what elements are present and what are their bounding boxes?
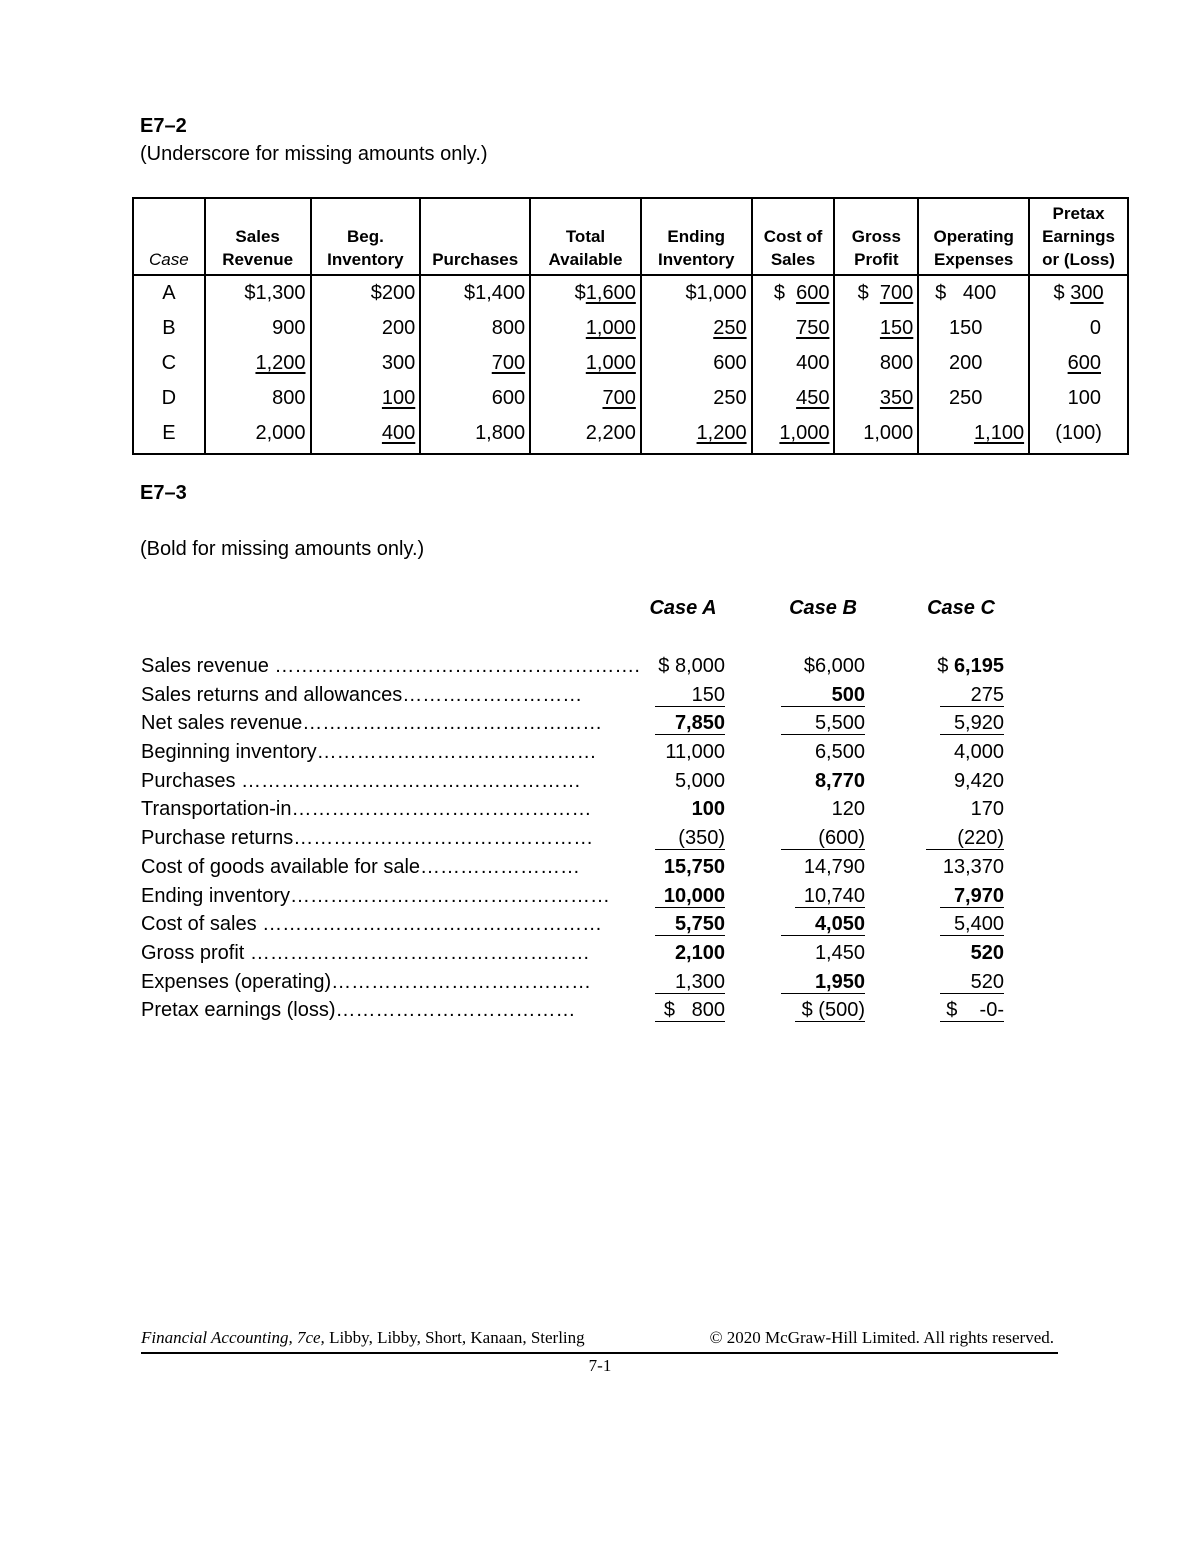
row-label: Ending inventory………………………………………… (141, 884, 610, 907)
page-number: 7-1 (588, 1356, 612, 1375)
cell-beg: 100 (311, 381, 421, 416)
value-case-a: $ 800 (605, 996, 725, 1024)
value-case-b: 8,770 (814, 769, 865, 792)
column-header-case-c: Case C (927, 597, 995, 619)
header-beg-inventory: Beg. Inventory (311, 198, 421, 275)
row-label: Sales revenue ………………………………………………. (141, 655, 640, 677)
value-case-c: 13,370 (942, 855, 1004, 878)
cell-purch: 1,800 (420, 416, 530, 454)
header-cost-of-sales: Cost of Sales (752, 198, 835, 275)
cell-total: 700 (530, 381, 641, 416)
cell-gp: 800 (834, 346, 918, 381)
e72-table (132, 197, 1129, 455)
cell-beg: $200 (311, 275, 421, 311)
cell-cos: 450 (752, 381, 835, 416)
value-case-b: $ (500) (745, 996, 865, 1024)
cell-purch: 800 (420, 311, 530, 346)
cell-case: E (133, 416, 205, 454)
row-label: Expenses (operating)………………………………… (141, 970, 592, 993)
table-row (133, 346, 1128, 381)
value-case-b: 14,790 (803, 855, 865, 878)
cell-sales: 900 (205, 311, 311, 346)
value-case-a: $ 8,000 (658, 655, 725, 677)
cell-beg: 400 (311, 416, 421, 454)
value-case-c: 520 (970, 941, 1004, 964)
cell-purch: $1,400 (420, 275, 530, 311)
cell-gp: 350 (834, 381, 918, 416)
value-case-a: 100 (691, 798, 725, 821)
cell-gp: $ 700 (834, 275, 918, 311)
cell-case: A (133, 275, 205, 311)
e73-note: (Bold for missing amounts only.) (140, 538, 425, 560)
cell-pre: 0 (1029, 311, 1128, 346)
cell-pre: (100) (1029, 416, 1128, 454)
table-row (133, 311, 1128, 346)
cell-case: C (133, 346, 205, 381)
cell-purch: 700 (420, 346, 530, 381)
cell-exp: 200 (918, 346, 1029, 381)
cell-cos: 750 (752, 311, 835, 346)
cell-exp: $ 400 (918, 275, 1029, 311)
table-row (133, 381, 1128, 416)
table-row (133, 275, 1128, 311)
value-case-a: 150 (605, 681, 725, 709)
footer-copyright: © 2020 McGraw-Hill Limited. All rights reserved. (709, 1328, 1054, 1347)
column-header-case-a: Case A (649, 597, 717, 619)
cell-gp: 1,000 (834, 416, 918, 454)
cell-sales: 1,200 (205, 346, 311, 381)
header-operating-expenses: Operating Expenses (918, 198, 1029, 275)
value-case-a: 1,300 (605, 968, 725, 996)
header-case: Case (133, 198, 205, 275)
row-label: Net sales revenue……………………………………… (141, 712, 603, 735)
value-case-a: 2,100 (674, 941, 725, 964)
header-total-available: Total Available (530, 198, 641, 275)
header-pretax: Pretax Earnings or (Loss) (1029, 198, 1128, 275)
row-label: Cost of sales …………………………………………… (141, 913, 603, 936)
cell-ending: 250 (641, 381, 752, 416)
footer-citation: Financial Accounting, 7ce, Libby, Libby, Short, Kanaan, Sterling (141, 1328, 585, 1347)
value-case-a: (350) (605, 824, 725, 852)
value-case-a: 15,750 (663, 855, 725, 878)
value-case-b: 120 (831, 798, 865, 821)
header-ending-inventory: Ending Inventory (641, 198, 752, 275)
value-case-a: 5,750 (605, 910, 725, 938)
cell-cos: $ 600 (752, 275, 835, 311)
value-case-c: 5,920 (884, 709, 1004, 737)
value-case-c: 170 (970, 798, 1004, 821)
row-label: Purchases …………………………………………… (141, 769, 582, 792)
value-case-c: (220) (884, 824, 1004, 852)
row-label: Transportation-in……………………………………… (141, 798, 592, 821)
column-header-case-b: Case B (789, 597, 857, 619)
value-case-b: 6,500 (814, 741, 865, 764)
cell-ending: $1,000 (641, 275, 752, 311)
cell-ending: 600 (641, 346, 752, 381)
value-case-c: $ 6,195 (937, 655, 1004, 677)
value-case-b: 1,450 (814, 941, 865, 964)
table-row (133, 416, 1128, 454)
value-case-a: 7,850 (605, 709, 725, 737)
cell-exp: 1,100 (918, 416, 1029, 454)
row-label: Gross profit …………………………………………… (141, 941, 590, 964)
cell-total: $1,600 (530, 275, 641, 311)
value-case-b: (600) (745, 824, 865, 852)
value-case-b: 10,740 (745, 882, 865, 910)
cell-sales: 2,000 (205, 416, 311, 454)
cell-sales: 800 (205, 381, 311, 416)
value-case-c: 4,000 (953, 741, 1004, 764)
cell-case: D (133, 381, 205, 416)
page-footer (141, 1328, 1058, 1354)
value-case-b: 500 (745, 681, 865, 709)
value-case-a: 10,000 (605, 882, 725, 910)
header-purchases: Purchases (420, 198, 530, 275)
value-case-c: 9,420 (953, 769, 1004, 792)
value-case-c: 7,970 (884, 882, 1004, 910)
e72-title: E7–2 (140, 115, 187, 137)
cell-case: B (133, 311, 205, 346)
cell-beg: 300 (311, 346, 421, 381)
cell-ending: 1,200 (641, 416, 752, 454)
cell-total: 1,000 (530, 346, 641, 381)
e72-header-row (133, 198, 1128, 275)
cell-total: 2,200 (530, 416, 641, 454)
cell-pre: 600 (1029, 346, 1128, 381)
cell-exp: 150 (918, 311, 1029, 346)
value-case-c: $ -0- (884, 996, 1004, 1024)
cell-pre: 100 (1029, 381, 1128, 416)
value-case-c: 275 (884, 681, 1004, 709)
value-case-a: 11,000 (665, 741, 725, 764)
value-case-b: $6,000 (803, 655, 865, 677)
cell-cos: 400 (752, 346, 835, 381)
cell-sales: $1,300 (205, 275, 311, 311)
header-sales-revenue: Sales Revenue (205, 198, 311, 275)
cell-ending: 250 (641, 311, 752, 346)
value-case-b: 1,950 (745, 968, 865, 996)
cell-gp: 150 (834, 311, 918, 346)
value-case-c: 520 (884, 968, 1004, 996)
row-label: Beginning inventory…………………………………… (141, 741, 597, 764)
e73-title: E7–3 (140, 482, 187, 504)
cell-total: 1,000 (530, 311, 641, 346)
cell-cos: 1,000 (752, 416, 835, 454)
row-label: Cost of goods available for sale…………………… (141, 855, 581, 878)
value-case-b: 5,500 (745, 709, 865, 737)
row-label: Purchase returns……………………………………… (141, 827, 594, 850)
value-case-c: 5,400 (884, 910, 1004, 938)
cell-beg: 200 (311, 311, 421, 346)
cell-exp: 250 (918, 381, 1029, 416)
row-label: Pretax earnings (loss)……………………………… (141, 999, 576, 1022)
cell-purch: 600 (420, 381, 530, 416)
value-case-a: 5,000 (674, 769, 725, 792)
value-case-b: 4,050 (745, 910, 865, 938)
row-label: Sales returns and allowances……………………… (141, 683, 583, 706)
cell-pre: $ 300 (1029, 275, 1128, 311)
header-gross-profit: Gross Profit (834, 198, 918, 275)
e72-note: (Underscore for missing amounts only.) (140, 143, 488, 165)
